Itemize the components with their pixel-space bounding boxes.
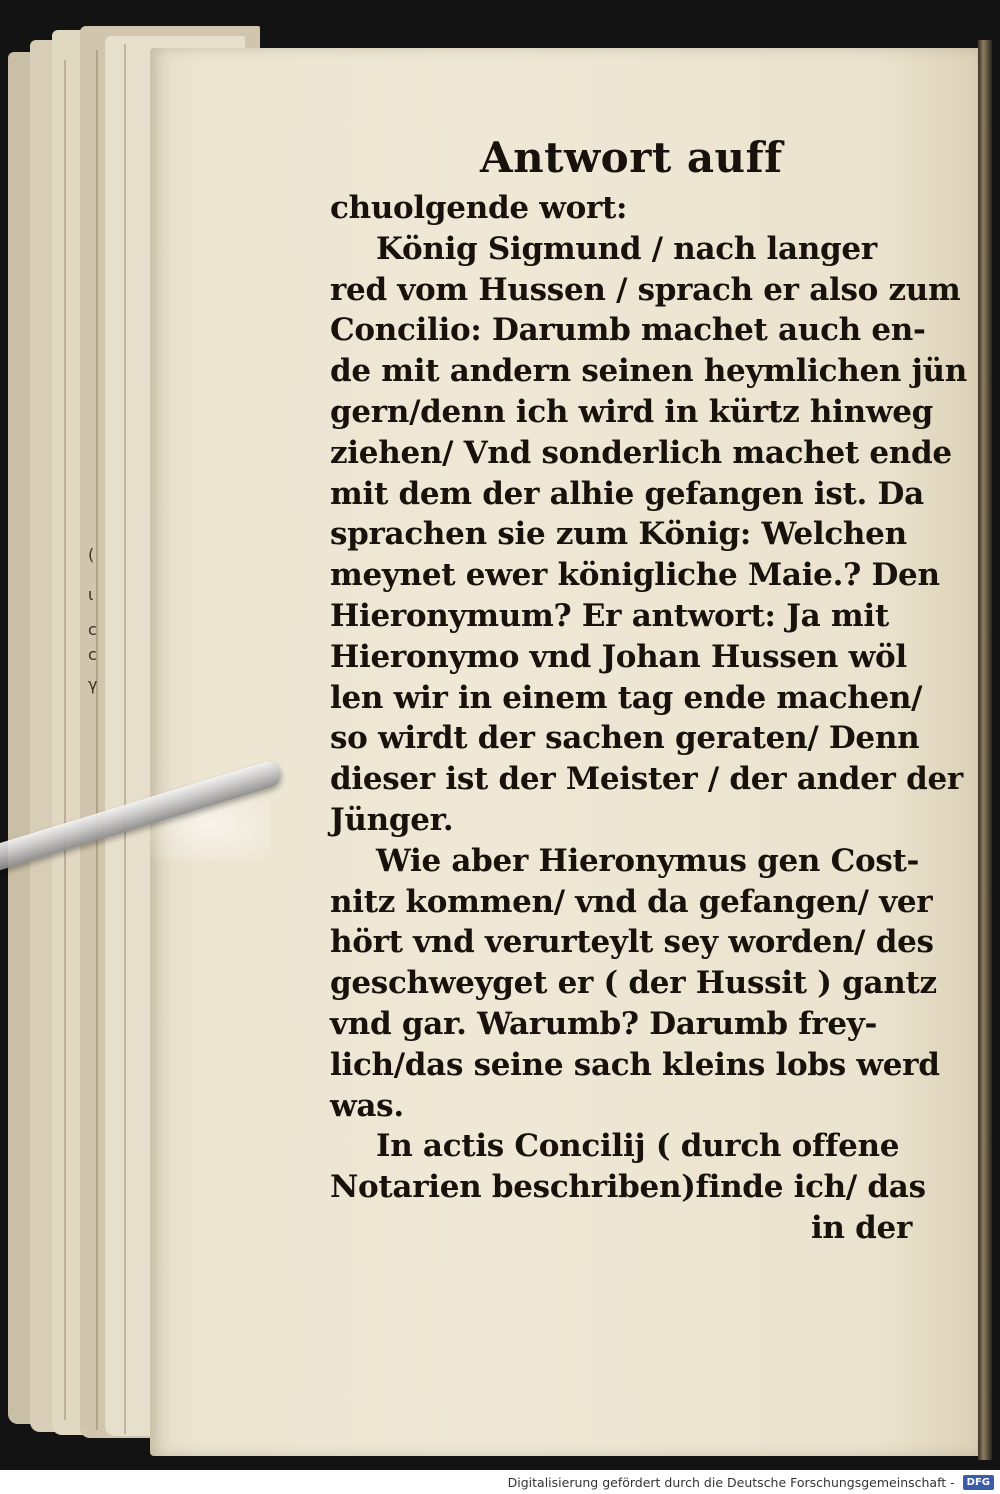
text-line: ziehen/ Vnd sonderlich machet ende bbox=[330, 434, 952, 471]
text-line: lich/das seine sach kleins lobs werd bbox=[330, 1046, 940, 1083]
text-line: sprachen sie zum König: Welchen bbox=[330, 516, 907, 553]
text-line: was. bbox=[330, 1087, 404, 1124]
text-line: geschweyget er ( der Hussit ) gantz bbox=[330, 965, 937, 1002]
digitization-credit-bar bbox=[0, 1470, 1000, 1493]
text-line: dieser ist der Meister / der ander der bbox=[330, 761, 963, 798]
text-line: Concilio: Darumb machet auch en- bbox=[330, 312, 926, 349]
book-spine-edge bbox=[978, 40, 992, 1460]
text-line: Hieronymo vnd Johan Hussen wöl bbox=[330, 638, 907, 675]
bleed-through-mark: c bbox=[88, 645, 97, 664]
catchword: in der bbox=[810, 1209, 912, 1246]
page-edge-line bbox=[124, 44, 126, 1434]
text-line: In actis Concilij ( durch offene bbox=[376, 1128, 900, 1165]
text-line: Hieronymum? Er antwort: Ja mit bbox=[330, 597, 889, 634]
text-line: red vom Hussen / sprach er also zum bbox=[330, 271, 961, 308]
text-line: so wirdt der sachen geraten/ Denn bbox=[330, 720, 920, 757]
text-line: hört vnd verurteylt sey worden/ des bbox=[330, 924, 934, 961]
text-line: nitz kommen/ vnd da gefangen/ ver bbox=[330, 883, 933, 920]
page-edge-line bbox=[96, 50, 98, 1430]
text-line: Wie aber Hieronymus gen Cost- bbox=[376, 842, 920, 879]
running-head: Antwort auff bbox=[480, 133, 783, 182]
text-line: vnd gar. Warumb? Darumb frey- bbox=[330, 1005, 878, 1042]
bleed-through-mark: ι bbox=[88, 585, 94, 604]
text-line: mit dem der alhie gefangen ist. Da bbox=[330, 475, 924, 512]
bleed-through-mark: γ bbox=[88, 675, 98, 694]
text-line: König Sigmund / nach langer bbox=[376, 230, 877, 267]
page-text-block bbox=[330, 128, 968, 1249]
text-line: Notarien beschriben)finde ich/ das bbox=[330, 1169, 926, 1206]
text-line: len wir in einem tag ende machen/ bbox=[330, 679, 923, 716]
text-line: Jünger. bbox=[330, 801, 454, 838]
text-line: meynet ewer königliche Maie.? Den bbox=[330, 557, 940, 594]
dfg-logo[interactable]: DFG bbox=[963, 1475, 994, 1490]
bleed-through-mark: ( bbox=[88, 545, 95, 564]
text-line: de mit andern seinen heymlichen jün bbox=[330, 353, 968, 390]
credit-text: Digitalisierung gefördert durch die Deutsche Forschungsgemeinschaft - bbox=[507, 1475, 955, 1490]
bleed-through-mark: c bbox=[88, 620, 97, 639]
page-edge-line bbox=[64, 60, 66, 1420]
text-line: chuolgende wort: bbox=[330, 190, 628, 226]
text-line: gern/denn ich wird in kürtz hinweg bbox=[330, 393, 934, 430]
